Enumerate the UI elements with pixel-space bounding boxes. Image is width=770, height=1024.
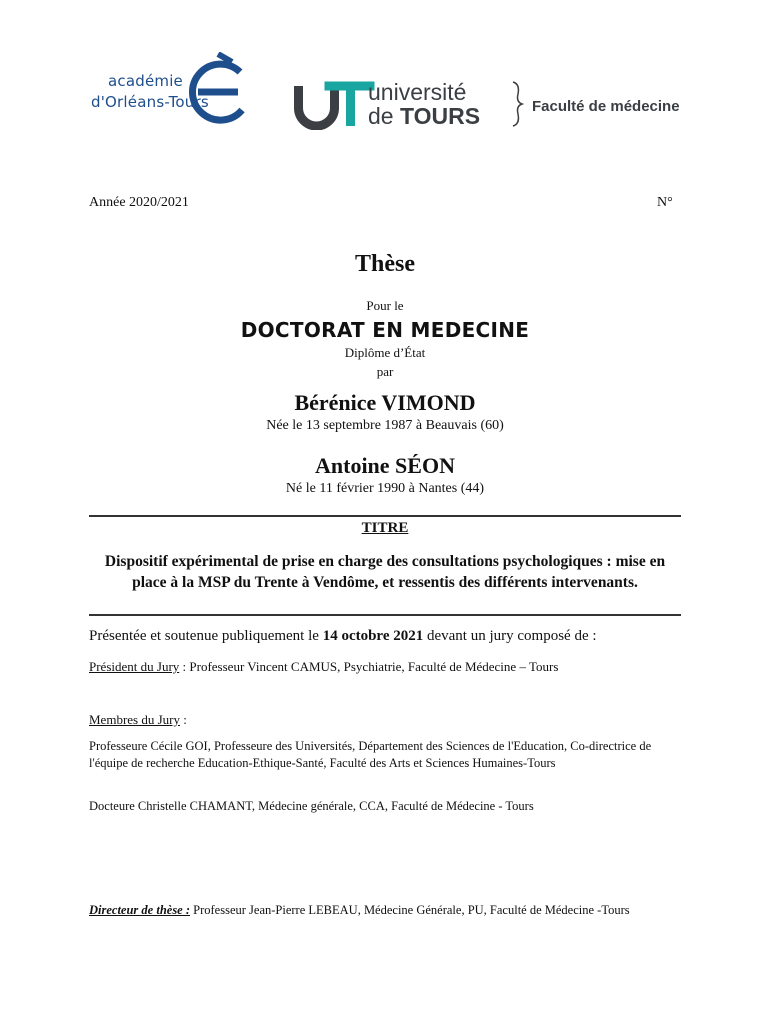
- directeur-label: Directeur de thèse :: [89, 903, 191, 917]
- soutenance-suffix: devant un jury composé de :: [423, 628, 597, 644]
- pour-le-text: Pour le: [366, 298, 404, 313]
- titre-label: TITRE: [361, 520, 409, 536]
- academie-logo-line1: académie: [108, 72, 183, 90]
- brace-divider-icon: [510, 80, 524, 128]
- divider-top: [89, 515, 681, 517]
- author-birth-2: Né le 11 février 1990 à Nantes (44): [285, 481, 485, 496]
- divider-bottom: [89, 614, 681, 616]
- degree-title: DOCTORAT EN MEDECINE: [240, 318, 530, 342]
- faculte-medecine-label: Faculté de médecine: [532, 98, 680, 115]
- academie-logo-line2: d'Orléans-Tours: [91, 93, 209, 111]
- academie-logo: [88, 44, 258, 144]
- universite-line2: [368, 104, 480, 128]
- jury-member-1: Professeure Cécile GOI, Professeure des Universités, Département des Sciences de l'Education, Co-directrice de l'équipe de recherche Education-Ethique-Santé, Faculté des Arts et Sciences Humaines-Tours: [89, 739, 652, 770]
- author-name-2: Antoine SÉON: [315, 453, 455, 478]
- soutenance-date: 14 octobre 2021: [322, 628, 424, 644]
- universite-name: [368, 80, 480, 128]
- academie-e-icon: [188, 52, 250, 132]
- universite-line1: université: [368, 79, 467, 105]
- membres-sep: :: [180, 712, 187, 727]
- author-birth-1: Née le 13 septembre 1987 à Beauvais (60): [266, 418, 504, 433]
- president-text: : Professeur Vincent CAMUS, Psychiatrie, Faculté de Médecine – Tours: [179, 659, 559, 674]
- universite-line2-bold: TOURS: [399, 103, 481, 129]
- academic-year: Année 2020/2021: [89, 195, 189, 210]
- par-text: par: [376, 364, 394, 379]
- author-name-1: Bérénice VIMOND: [294, 390, 476, 415]
- thesis-title: Dispositif expérimental de prise en charge des consultations psychologiques : mise en place à la MSP du Trente à Vendôme, et ressentis des différents intervenants.: [104, 553, 666, 591]
- thesis-number: N°: [657, 195, 673, 210]
- soutenance-prefix: Présentée et soutenue publiquement le: [89, 628, 323, 644]
- membres-label: Membres du Jury: [89, 712, 180, 727]
- jury-members-heading: [89, 712, 187, 728]
- universite-line2-prefix: de: [368, 103, 400, 129]
- jury-president: [89, 659, 558, 675]
- jury-member-2: Docteure Christelle CHAMANT, Médecine générale, CCA, Faculté de Médecine - Tours: [89, 799, 534, 813]
- document-title: Thèse: [355, 251, 415, 277]
- soutenance-text: [89, 628, 597, 645]
- diplome-text: Diplôme d’État: [344, 345, 426, 360]
- thesis-director: [89, 902, 685, 918]
- directeur-text: Professeur Jean-Pierre LEBEAU, Médecine Générale, PU, Faculté de Médecine -Tours: [190, 903, 630, 917]
- president-label: Président du Jury: [89, 659, 180, 674]
